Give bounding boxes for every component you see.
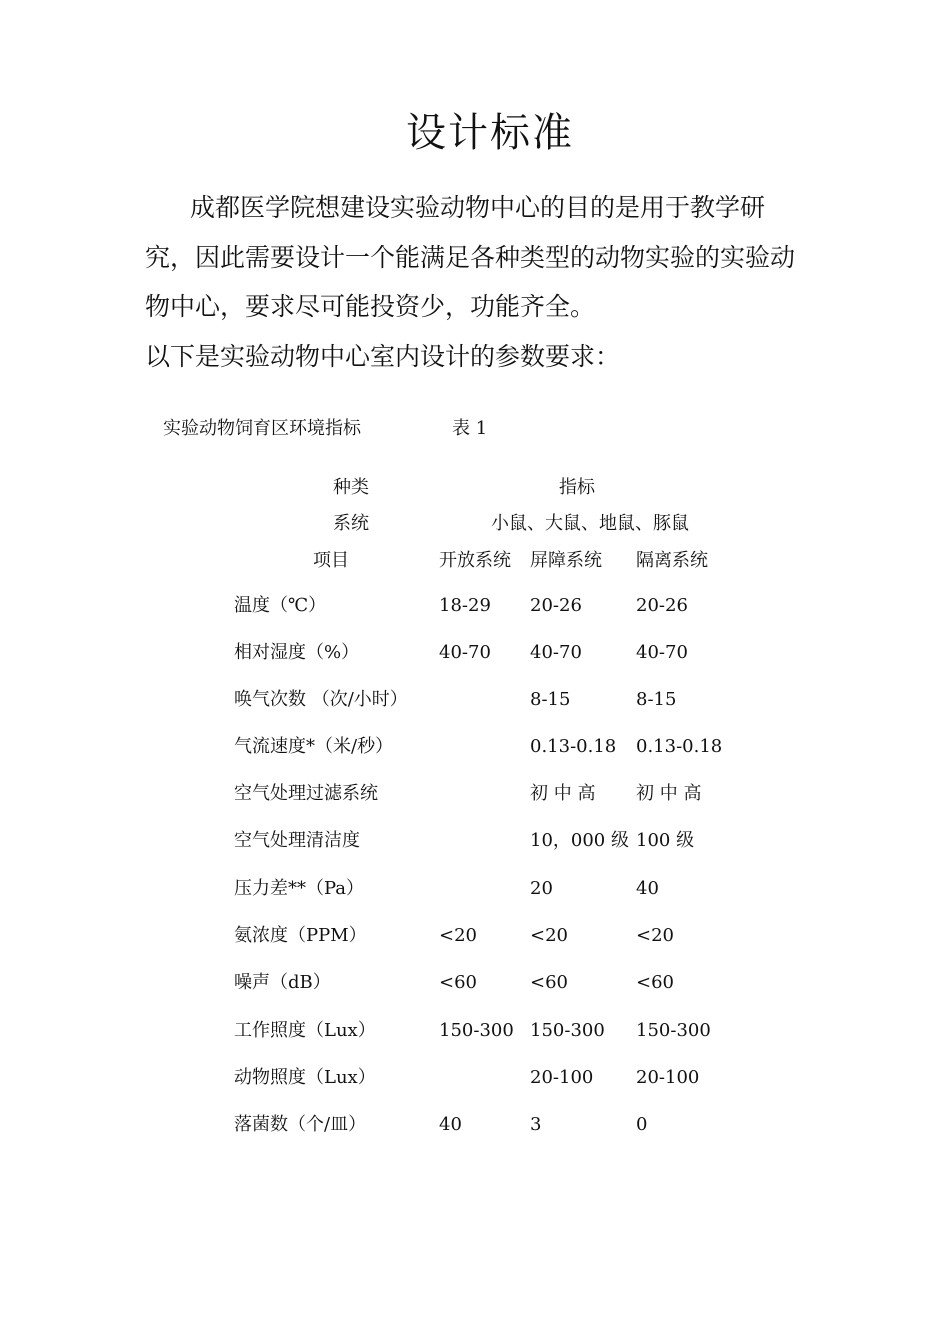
row-item-label: 空气处理过滤系统 xyxy=(234,783,378,804)
row-item-label: 气流速度*（米/秒） xyxy=(234,736,394,757)
row-value-cell: 20 xyxy=(530,878,553,899)
header-item-label: 项目 xyxy=(313,550,349,571)
row-item-label: 动物照度（Lux） xyxy=(234,1067,376,1088)
row-value-cell: 40-70 xyxy=(530,642,582,663)
row-value-cell: <60 xyxy=(439,972,477,993)
row-value-cell: 3 xyxy=(530,1114,542,1135)
row-value-cell: 0 xyxy=(636,1114,648,1135)
row-value-cell: 40 xyxy=(636,878,659,899)
row-item-label: 温度（℃） xyxy=(234,595,327,616)
row-item-label: 落菌数（个/皿） xyxy=(234,1114,367,1135)
row-value-cell: 8-15 xyxy=(530,689,571,710)
row-value-cell: <60 xyxy=(530,972,568,993)
paragraph-line: 究，因此需要设计一个能满足各种类型的动物实验的实验动 xyxy=(145,243,796,272)
row-value-cell: 40-70 xyxy=(636,642,688,663)
row-item-label: 相对湿度（%） xyxy=(234,642,360,663)
row-value-cell: 10，000 级 xyxy=(530,830,629,851)
column-header-barrier-system: 屏障系统 xyxy=(530,550,602,571)
row-value-cell: 40 xyxy=(439,1114,462,1135)
header-system-label: 系统 xyxy=(333,513,369,534)
paragraph-line: 以下是实验动物中心室内设计的参数要求： xyxy=(145,342,621,371)
row-value-cell: <60 xyxy=(636,972,674,993)
row-item-label: 空气处理清洁度 xyxy=(234,830,360,851)
row-value-cell: 0.13-0.18 xyxy=(636,736,723,757)
row-item-label: 压力差**（Pa） xyxy=(234,878,365,899)
column-header-isolation-system: 隔离系统 xyxy=(636,550,708,571)
row-value-cell: <20 xyxy=(636,925,674,946)
table-caption: 实验动物饲育区环境指标 xyxy=(163,418,361,439)
row-value-cell: 40-70 xyxy=(439,642,491,663)
row-value-cell: 8-15 xyxy=(636,689,677,710)
page-title: 设计标准 xyxy=(406,110,574,156)
row-value-cell: 0.13-0.18 xyxy=(530,736,617,757)
row-item-label: 噪声（dB） xyxy=(234,972,331,993)
row-item-label: 唤气次数 （次/小时） xyxy=(234,689,408,710)
row-value-cell: 150-300 xyxy=(636,1020,711,1041)
row-value-cell: 20-100 xyxy=(530,1067,594,1088)
header-species: 小鼠、大鼠、地鼠、豚鼠 xyxy=(491,513,689,534)
row-value-cell: <20 xyxy=(439,925,477,946)
row-value-cell: <20 xyxy=(530,925,568,946)
row-value-cell: 初 中 高 xyxy=(636,783,702,804)
row-value-cell: 100 级 xyxy=(636,830,695,851)
row-value-cell: 20-100 xyxy=(636,1067,700,1088)
header-category-label: 种类 xyxy=(333,477,369,498)
row-item-label: 氨浓度（PPM） xyxy=(234,925,367,946)
paragraph-line: 物中心，要求尽可能投资少，功能齐全。 xyxy=(145,292,596,321)
table-number: 表 1 xyxy=(452,418,488,439)
row-value-cell: 150-300 xyxy=(530,1020,605,1041)
paragraph-line: 成都医学院想建设实验动物中心的目的是用于教学研 xyxy=(190,193,766,222)
row-value-cell: 20-26 xyxy=(530,595,582,616)
column-header-open-system: 开放系统 xyxy=(439,550,511,571)
row-value-cell: 20-26 xyxy=(636,595,688,616)
row-value-cell: 18-29 xyxy=(439,595,491,616)
header-indicator-label: 指标 xyxy=(559,477,595,498)
row-value-cell: 150-300 xyxy=(439,1020,514,1041)
row-item-label: 工作照度（Lux） xyxy=(234,1020,376,1041)
row-value-cell: 初 中 高 xyxy=(530,783,596,804)
